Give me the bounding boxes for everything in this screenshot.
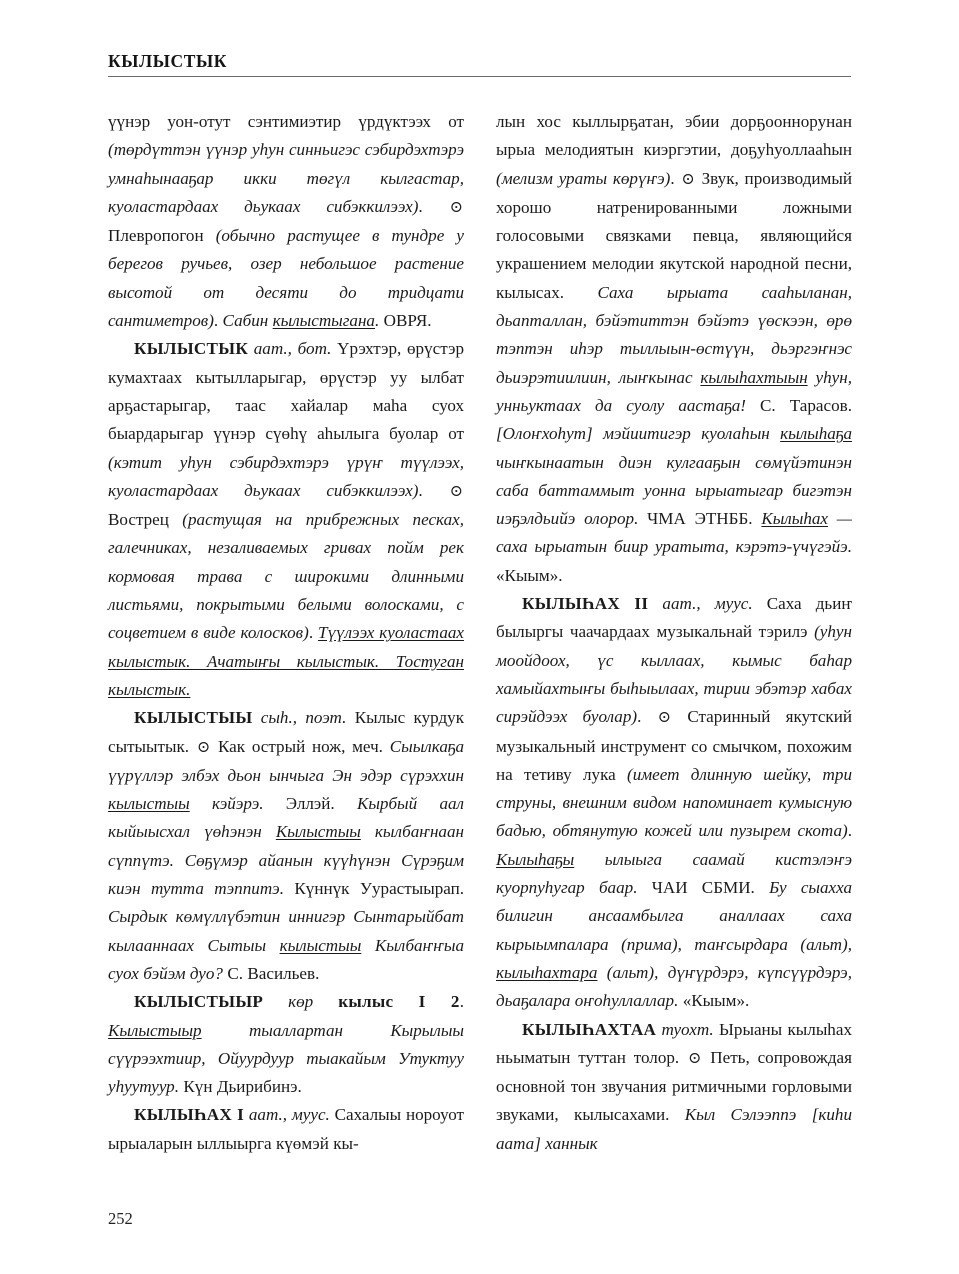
right-column bbox=[496, 108, 852, 1158]
example-headword-form: Кылыһаҕы bbox=[496, 849, 575, 869]
yakut-parenthetical: (төрдүттэн үүнэр уһун синньигэс сэбирдэхтэрэ умнаһынааҕар икки төгүл кылгастар, куоластардаах дьукаах сибэккилээх) bbox=[108, 140, 464, 216]
russian-gloss: Плевропогон bbox=[108, 226, 204, 246]
yakut-definition: Кылыс курдук сытыытык. bbox=[108, 708, 465, 756]
running-head-title: КЫЛЫСТЫК bbox=[108, 51, 228, 71]
russian-gloss: Петь, сопровождая основной тон звучания ритмичными горловыми звуками, кылысахами. bbox=[496, 1047, 852, 1125]
example-text: Сырдык көмүллүбэтин иннигэр Сынтарыйбат кылааннаах Сытыы bbox=[108, 907, 464, 955]
russian-gloss: Старинный якутский музыкальный инструмент со смычком, похожим на тетиву лука bbox=[496, 707, 853, 784]
source-citation: С. Васильев. bbox=[227, 963, 320, 983]
entry-kylystyy bbox=[108, 704, 464, 988]
yakut-definition-fragment: үүнэр уон-отут сэнтимиэтир үрдүктээх от bbox=[108, 112, 464, 131]
russian-parenthetical: (имеет длинную шейку, три струны, внешним видом напоминает кумысную бадью, обтянутую кожей или пузырем скота) bbox=[496, 764, 853, 841]
entry-kylyhakh-1 bbox=[108, 1101, 464, 1158]
entry-headword: КЫЛЫҺАХТАА bbox=[522, 1019, 657, 1039]
source-citation: Эллэй. bbox=[285, 794, 335, 814]
grammar-label: сыһ., поэт. bbox=[260, 708, 347, 728]
entry-headword: КЫЛЫСТЫК bbox=[134, 339, 249, 359]
source-citation: ЧАИ СБМИ. bbox=[651, 878, 755, 898]
running-head bbox=[108, 52, 851, 77]
yakut-definition: Саха дьиҥ былыргы чаачардаах музыкальнай тэрилэ bbox=[496, 594, 853, 642]
yakut-definition: Сахалыы нороуот ырыаларын ыллыырга күөмэй кы- bbox=[108, 1105, 464, 1153]
two-column-body bbox=[108, 108, 852, 1158]
grammar-label: аат., бот. bbox=[253, 339, 332, 359]
yakut-definition: Ырыаны кылыһах ньыматын туттан толор. bbox=[496, 1019, 852, 1067]
yakut-definition-fragment: лын хос кыллырҕатан, эбии дорҕооннорунан ырыа мелодиятын киэргэтии, доҕуһуоллааһын bbox=[496, 112, 852, 160]
yakut-definition: Үрэхтэр, өрүстэр кумахтаах кытылларыгар, өрүстэр уу ылбат арҕастарыгар, таас хайалар маһа суох быардарыгар үүнэр сүөһү аһылыга буолар от bbox=[108, 339, 465, 444]
example-headword-form: кылыһаҕа bbox=[780, 424, 852, 444]
source-citation: Күн Дьирибинэ. bbox=[183, 1077, 302, 1097]
example-tail: . bbox=[374, 311, 380, 331]
example-headword-form: Кылыстыы bbox=[275, 822, 361, 842]
example-tail: ылыыга саамай кистэлэҥэ куорпуһугар баар. bbox=[496, 849, 852, 898]
example-tail: чыҥкынаатын диэн кулгааҕын сөмүйэтинэн саба баттаммыт уонна ырыатыгар бигэтэн иэҕэлдьийэ олорор. bbox=[496, 452, 852, 529]
crossref-tail: . bbox=[459, 992, 465, 1012]
source-citation: ЧМА ЭТНББ. bbox=[647, 509, 753, 529]
example-text: Түүлээх куоластаах кылыстык. Ачатыҥы кылыстык. Тостуган кылыстык. bbox=[108, 623, 465, 699]
example-text: Сыылкаҕа үүрүллэр элбэх дьон ынчыга Эн эдэр сүрэххин bbox=[108, 736, 465, 785]
page-number: 252 bbox=[108, 1209, 133, 1228]
header-rule bbox=[108, 76, 851, 77]
entry-headword: КЫЛЫСТЫЫ bbox=[134, 708, 253, 728]
entry-kylyhakhtaa bbox=[496, 1016, 852, 1158]
example-headword-form: Кылыһах bbox=[761, 509, 828, 529]
yakut-parenthetical: (мелизм ураты көрүҥэ) bbox=[496, 168, 671, 188]
example-text: тыаллартан Кырылыы сүүрээхтиир, Ойуурдуур тыакайым Утуктуу уһуутуур. bbox=[108, 1020, 464, 1097]
entry-headword: КЫЛЫСТЫЫР bbox=[134, 992, 264, 1012]
entry-headword: КЫЛЫҺАХ II bbox=[522, 594, 649, 614]
left-column bbox=[108, 108, 464, 1158]
russian-gloss: Вострец bbox=[108, 510, 169, 530]
yakut-parenthetical: (кэтит уһун сэбирдэхтэрэ үрүҥ түүлээх, куоластардаах дьукаах сибэккилээх) bbox=[108, 452, 464, 500]
sense-marker-icon: ⊙ bbox=[449, 198, 463, 216]
russian-parenthetical: (обычно растущее в тундре у берегов ручьев, озер небольшое растение высотой от десяти до тридцати сантиметров) bbox=[108, 226, 465, 331]
source-citation: Күннүк Уурастыырап. bbox=[294, 879, 465, 899]
continued-entry-left: үүнэр уон-отут сэнтимиэтир үрдүктээх от (төрдүттэн үүнэр уһун синньигэс сэбирдэхтэрэ умнаһынааҕар икки төгүл кылгастар, куоластардаах дьукаах сибэккилээх). ⊙ Плевропогон (обычно растущее в тундре у берегов ручьев, озер небольшое растение высотой от десяти до тридцати сантиметров). Сабин кылыстыгана. ОВРЯ. bbox=[108, 112, 465, 331]
grammar-label: туохт. bbox=[661, 1019, 714, 1039]
example-text: [Олоҥхоһут] мэйиитигэр куолаһын bbox=[496, 424, 781, 444]
example-text: Кыл Сэлээппэ [киһи аата] ханнык bbox=[496, 1105, 852, 1153]
continued-entry-right: лын хос кыллырҕатан, эбии дорҕооннорунан ырыа мелодиятын киэргэтии, доҕуһуоллааһын (мелизм ураты көрүҥэ). ⊙ Звук, производимый хорошо натренированными ложными голосовыми связками певца, являющийся украшением мелодии якутской народной песни, кылысах. Саха ырыата сааһыланан, дьапталлан, бэйэтиттэн бэйэтэ үөскээн, өрө тэптэн иһэр тыллыын-өстүүн, дьэргэҥнэс дьиэрэтиилиин, лыҥкынас кылыһахтыын уһун, унньуктаах да суолу аастаҕа! С. Тарасов. [Олоҥхоһут] мэйиитигэр куолаһын кылыһаҕа чыҥкынаатын диэн кулгааҕын сөмүйэтинэн саба баттаммыт уонна ырыатыгар бигэтэн иэҕэлдьийэ олорор. ЧМА ЭТНББ. Кылыһах — саха ырыатын биир уратыта, кэрэтэ-үчүгэйэ. «Кыым». bbox=[496, 112, 853, 585]
example-text: Сабин bbox=[222, 311, 273, 331]
source-citation: «Кыым». bbox=[682, 991, 750, 1011]
sense-marker-icon: ⊙ bbox=[657, 709, 672, 727]
source-citation: ОВРЯ. bbox=[383, 311, 432, 331]
entry-headword: КЫЛЫҺАХ I bbox=[134, 1105, 245, 1125]
example-headword-form: Кылыстыыр bbox=[108, 1020, 202, 1040]
example-headword-form: кылыстыы bbox=[108, 794, 190, 814]
example-headword-form: кылыһахтара bbox=[496, 962, 598, 982]
example-tail: (альт), дүҥүрдэрэ, күпсүүрдэрэ, дьаҕалара оҥоһуллаллар. bbox=[496, 962, 852, 1011]
source-citation: С. Тарасов. bbox=[760, 395, 852, 415]
russian-gloss: Как острый нож, меч. bbox=[217, 736, 383, 756]
example-tail: кэйэрэ. bbox=[189, 794, 264, 814]
crossref-label: көр bbox=[288, 992, 314, 1012]
sense-marker-icon: ⊙ bbox=[688, 1049, 702, 1067]
example-headword-form: кылыстыы bbox=[279, 935, 362, 955]
entry-kylyhakh-2: КЫЛЫҺАХ II аат., муус. Саха дьиҥ былыргы чаачардаах музыкальнай тэрилэ (уһун моойдоох, үс кыллаах, кымыс баһар хамыйахтыҥы быһыылаах, тирии эбэтэр хабах сирэйдээх буолар). ⊙ Старинный якутский музыкальный инструмент со смычком, похожим на тетиву лука (имеет длинную шейку, три струны, внешним видом напоминает кумысную бадью, обтянутую кожей или пузырем скота). Кылыһаҕы ылыыга саамай кистэлэҥэ куорпуһугар баар. ЧАИ СБМИ. Бу сыахха билигин ансаамбылга аналлаах саха кырыымпалара (прима), таҥсырдара (альт), кылыһахтара (альт), дүҥүрдэрэ, күпсүүрдэрэ, дьаҕалара оҥоһуллаллар. «Кыым». bbox=[496, 594, 853, 1011]
example-tail: — саха ырыатын биир уратыта, кэрэтэ-үчүгэйэ. bbox=[496, 509, 852, 557]
example-headword-form: кылыһахтыын bbox=[700, 367, 808, 387]
example-text: Бу сыахха билигин ансаамбылга аналлаах саха кырыымпалара (прима), таҥсырдара (альт), bbox=[496, 878, 853, 954]
example-tail: Кылбаҥҥыа суох бэйэм дуо? bbox=[108, 935, 464, 983]
russian-gloss: Звук, производимый хорошо натренированными ложными голосовыми связками певца, являющийся украшением мелодии якутской народной песни, кылысах. bbox=[496, 168, 853, 302]
entry-kylystyk: КЫЛЫСТЫК аат., бот. Үрэхтэр, өрүстэр кумахтаах кытылларыгар, өрүстэр уу ылбат арҕастарыгар, таас хайалар маһа суох быардарыгар үүнэр сүөһү аһылыга буолар от (кэтит уһун сэбирдэхтэрэ үрүҥ түүлээх, куоластардаах дьукаах сибэккилээх). ⊙ Вострец (растущая на прибрежных песках, галечниках, незаливаемых гривах пойм рек кормовая трава с широкими длинными листьями, покрытыми белыми волосками, с соцветием в виде колосков). Түүлээх куоластаах кылыстык. Ачатыҥы кылыстык. Тостуган кылыстык. bbox=[108, 339, 465, 699]
example-text: Саха ырыата сааһыланан, дьапталлан, бэйэтиттэн бэйэтэ үөскээн, өрө тэптэн иһэр тыллыын-өстүүн, дьэргэҥнэс дьиэрэтиилиин, лыҥкынас bbox=[496, 282, 852, 387]
grammar-label: аат., муус. bbox=[662, 594, 753, 614]
example-tail: кылбаҥнаан сүппүтэ. Сөҕүмэр айанын күүһүнэн Сүрэҕим киэн тутта тэппитэ. bbox=[108, 822, 464, 899]
entry-kylystyyr bbox=[108, 988, 464, 1101]
sense-marker-icon: ⊙ bbox=[196, 738, 211, 756]
example-text: Кырбый аал кыйыысхал үөһэнэн bbox=[108, 794, 464, 842]
yakut-parenthetical: (уһун моойдоох, үс кыллаах, кымыс баһар хамыйахтыҥы быһыылаах, тирии эбэтэр хабах сирэйдээх буолар) bbox=[496, 622, 852, 727]
russian-parenthetical: (растущая на прибрежных песках, галечниках, незаливаемых гривах пойм рек кормовая трава с широкими длинными листьями, покрытыми белыми волосками, с соцветием в виде колосков) bbox=[108, 510, 465, 643]
sense-marker-icon: ⊙ bbox=[449, 482, 463, 500]
grammar-label: аат., муус. bbox=[248, 1105, 330, 1125]
source-citation: «Кыым». bbox=[496, 565, 563, 585]
crossref-target[interactable]: кылыс I 2 bbox=[338, 992, 460, 1012]
example-headword-form: кылыстыгана bbox=[272, 311, 375, 331]
sense-marker-icon: ⊙ bbox=[681, 170, 695, 188]
example-tail: уһун, унньуктаах да суолу аастаҕа! bbox=[496, 367, 852, 415]
